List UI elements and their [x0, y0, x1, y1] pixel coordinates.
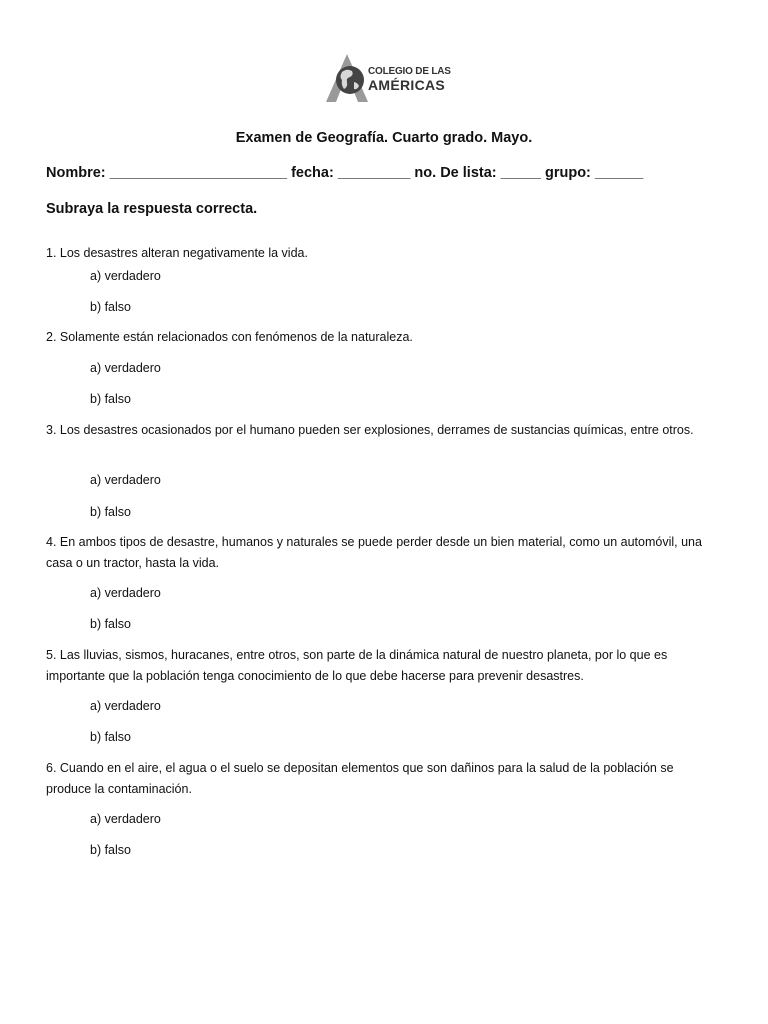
question-5-text: 5. Las lluvias, sismos, huracanes, entre otros, son parte de la dinámica natural de nuestro planeta, por lo que es importante que la población tenga conocimiento de lo que debe hacerse para prevenir desastres.: [46, 648, 668, 683]
question-4-option-a: a) verdadero: [90, 586, 161, 600]
question-6-option-b: b) falso: [90, 843, 131, 857]
question-1-text: 1. Los desastres alteran negativamente la vida.: [46, 246, 308, 260]
question-4-option-b: b) falso: [90, 617, 131, 631]
question-4-text: 4. En ambos tipos de desastre, humanos y naturales se puede perder desde un bien material, como un automóvil, una casa o un tractor, hasta la vida.: [46, 535, 702, 570]
question-1-option-b: b) falso: [90, 300, 131, 314]
question-3-option-b: b) falso: [90, 505, 131, 519]
logo-text-line1: COLEGIO DE LAS: [368, 66, 451, 77]
question-2-text: 2. Solamente están relacionados con fenómenos de la naturaleza.: [46, 330, 413, 344]
question-3-option-a: a) verdadero: [90, 473, 161, 487]
question-6-text: 6. Cuando en el aire, el agua o el suelo se depositan elementos que son dañinos para la salud de la población se produce la contaminación.: [46, 761, 674, 796]
globe-emblem-icon: [320, 52, 374, 106]
school-logo: [320, 52, 460, 108]
question-5-option-b: b) falso: [90, 730, 131, 744]
question-3-text: 3. Los desastres ocasionados por el humano pueden ser explosiones, derrames de sustancias químicas, entre otros.: [46, 423, 694, 437]
logo-text-line2: AMÉRICAS: [368, 77, 446, 93]
question-2-option-a: a) verdadero: [90, 361, 161, 375]
question-1-option-a: a) verdadero: [90, 269, 161, 283]
question-5-option-a: a) verdadero: [90, 699, 161, 713]
instruction-text: Subraya la respuesta correcta.: [46, 201, 258, 217]
student-info-line: Nombre: ______________________ fecha: _________ no. De lista: _____ grupo: ______: [46, 165, 644, 181]
exam-title: Examen de Geografía. Cuarto grado. Mayo.: [235, 130, 533, 146]
question-6-option-a: a) verdadero: [90, 812, 161, 826]
question-2-option-b: b) falso: [90, 392, 131, 406]
